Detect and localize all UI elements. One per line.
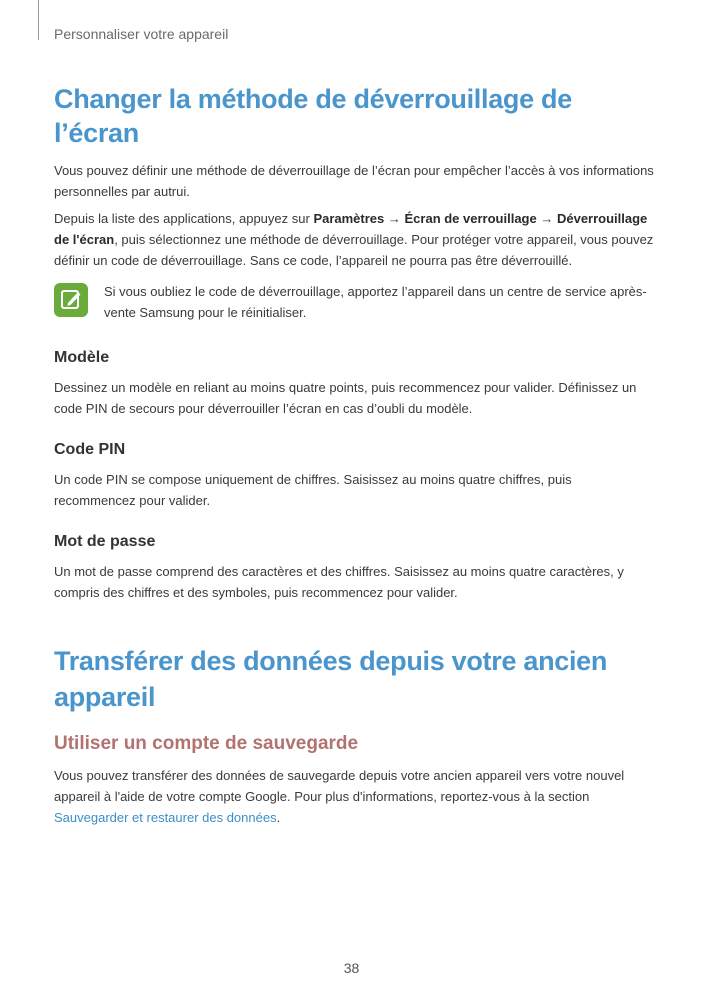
modele-text: Dessinez un modèle en reliant au moins quatre points, puis recommencez pour valider. Définissez un code PIN de secours pour déverrouiller l’écran en cas d’oubli du modèle.: [54, 380, 637, 416]
link-sauvegarder-restaurer[interactable]: Sauvegarder et restaurer des données: [54, 810, 277, 825]
transfer-text: [54, 765, 654, 828]
page-content: [54, 82, 654, 828]
transfer-text-body: Vous pouvez transférer des données de sauvegarde depuis votre ancien appareil vers votre nouvel appareil à l'aide de votre compte Google. Pour plus d'informations, reportez-vous à la section: [54, 768, 625, 804]
menu-deverrouillage: Déverrouillage de l'écran: [54, 211, 648, 247]
subsection-title-code-pin: Code PIN: [54, 441, 126, 458]
steps-paragraph: [54, 208, 654, 271]
pencil-note-icon: [54, 283, 88, 317]
code-pin-text: Un code PIN se compose uniquement de chiffres. Saisissez au moins quatre chiffres, puis recommencez pour valider.: [54, 472, 572, 508]
arrow-2: →: [536, 211, 557, 226]
arrow-1: →: [384, 211, 405, 226]
steps-prefix: Depuis la liste des applications, appuyez sur: [54, 211, 314, 226]
transfer-text-end: .: [276, 810, 281, 825]
subsection-title-modele: Modèle: [54, 349, 110, 366]
mot-de-passe-text: Un mot de passe comprend des caractères et des chiffres. Saisissez au moins quatre caractères, y compris des chiffres et des symboles, puis recommencez pour valider.: [54, 564, 624, 600]
subsection-title-mot-de-passe: Mot de passe: [54, 533, 156, 550]
section-title-unlock-method: Changer la méthode de déverrouillage de l’écran: [54, 84, 572, 148]
note-text: Si vous oubliez le code de déverrouillage, apportez l’appareil dans un centre de service après-vente Samsung pour le réinitialiser.: [104, 284, 647, 320]
menu-parametres: Paramètres: [313, 211, 385, 226]
note-box: [54, 281, 654, 323]
running-header: Personnaliser votre appareil: [54, 26, 229, 42]
section-title-transfer: Transférer des données depuis votre ancien appareil: [54, 646, 608, 712]
menu-ecran-verrouillage: Écran de verrouillage: [404, 211, 537, 226]
page-number: 38: [343, 960, 360, 976]
steps-suffix: , puis sélectionnez une méthode de déverrouillage. Pour protéger votre appareil, vous pouvez définir un code de déverrouillage. Sans ce code, l’appareil ne pourra pas être déverrouillé.: [54, 232, 654, 268]
intro-paragraph: Vous pouvez définir une méthode de déverrouillage de l’écran pour empêcher l’accès à vos informations personnelles par autrui.: [54, 163, 654, 199]
header-rule: [38, 0, 39, 40]
subsection-title-backup-account: Utiliser un compte de sauvegarde: [54, 733, 359, 754]
